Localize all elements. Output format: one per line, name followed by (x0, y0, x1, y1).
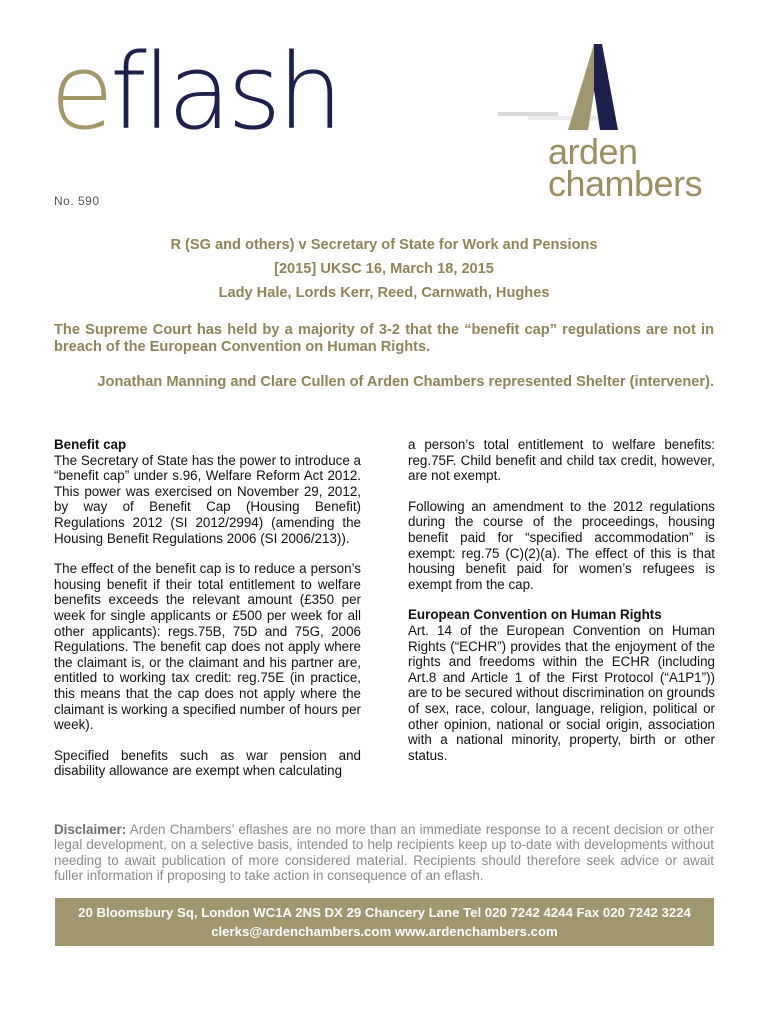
footer-address: 20 Bloomsbury Sq, London WC1A 2NS DX 29 Chancery Lane Tel 020 7242 4244 Fax 020 7242 3224 (78, 905, 691, 920)
paragraph: The effect of the benefit cap is to reduce a person’s housing benefit if their total entitlement to welfare benefits exceeds the relevant amount (£350 per week for single applicants or £500 per week for all other applicants): regs.75B, 75D and 75G, 2006 Regulations. The benefit cap does not apply where the claimant is, or the claimant and his partner are, entitled to working tax credit: reg.75E (in practice, this means that the cap does not apply where the claimant is working a specified number of hours per week). (54, 561, 361, 733)
issue-number: No. 590 (54, 194, 100, 208)
case-citation: [2015] UKSC 16, March 18, 2015 (274, 261, 494, 277)
case-judges: Lady Hale, Lords Kerr, Reed, Carnwath, Hughes (218, 285, 550, 301)
paragraph: Art. 14 of the European Convention on Human Rights (“ECHR”) provides that the enjoyment of the rights and freedoms within the ECHR (including Art.8 and Article 1 of the First Protocol (“A1P1”)) are to be secured without discrimination on grounds of sex, race, colour, language, religion, political or other opinion, national or social origin, association with a national minority, property, birth or other status. (408, 622, 715, 763)
right-column (408, 437, 715, 778)
eflash-logo-text: flash (109, 31, 340, 153)
counsel-note: Jonathan Manning and Clare Cullen of Arden Chambers represented Shelter (intervener). (97, 374, 714, 390)
eflash-logo (50, 31, 340, 153)
paragraph: Following an amendment to the 2012 regulations during the course of the proceedings, housing benefit paid for “specified accommodation” is exempt: reg.75 (C)(2)(a). The effect of this is that housing benefit paid for women’s refugees is exempt from the cap. (408, 498, 715, 592)
arden-chambers-wordmark (548, 131, 703, 204)
wordmark-line-2: chambers (548, 163, 703, 204)
arden-chambers-logo-mark (498, 40, 718, 130)
paragraph: a person’s total entitlement to welfare benefits: reg.75F. Child benefit and child tax credit, however, are not exempt. (408, 437, 715, 484)
footer-contact: clerks@ardenchambers.com www.ardenchambers.com (211, 924, 558, 939)
wordmark-line-1: arden (548, 131, 638, 172)
case-title: R (SG and others) v Secretary of State for Work and Pensions (170, 237, 598, 253)
case-summary: The Supreme Court has held by a majority of 3-2 that the “benefit cap” regulations are not in breach of the European Convention on Human Rights. (54, 322, 714, 355)
left-column (54, 437, 361, 794)
eflash-logo-e: e (50, 31, 110, 153)
paragraph: The Secretary of State has the power to introduce a “benefit cap” under s.96, Welfare Reform Act 2012. This power was exercised on November 29, 2012, by way of Benefit Cap (Housing Benefit) Regulations 2012 (SI 2012/2994) (amending the Housing Benefit Regulations 2006 (SI 2006/213)). (54, 452, 361, 546)
disclaimer-label: Disclaimer: (54, 822, 127, 837)
section-heading-benefit-cap: Benefit cap (54, 437, 127, 452)
disclaimer (54, 822, 714, 884)
case-heading (54, 233, 714, 305)
footer-bar (55, 898, 714, 946)
disclaimer-text: Arden Chambers’ eflashes are no more than an immediate response to a recent decision or other legal development, on a selective basis, intended to help recipients keep up to-date with developments without needing to await publication of more considered material. Recipients should therefore seek advice or await fuller information if proposing to take action in consequence of an eflash. (54, 822, 714, 884)
section-heading-echr: European Convention on Human Rights (408, 607, 662, 623)
paragraph: Specified benefits such as war pension and disability allowance are exempt when calculating (54, 747, 361, 779)
